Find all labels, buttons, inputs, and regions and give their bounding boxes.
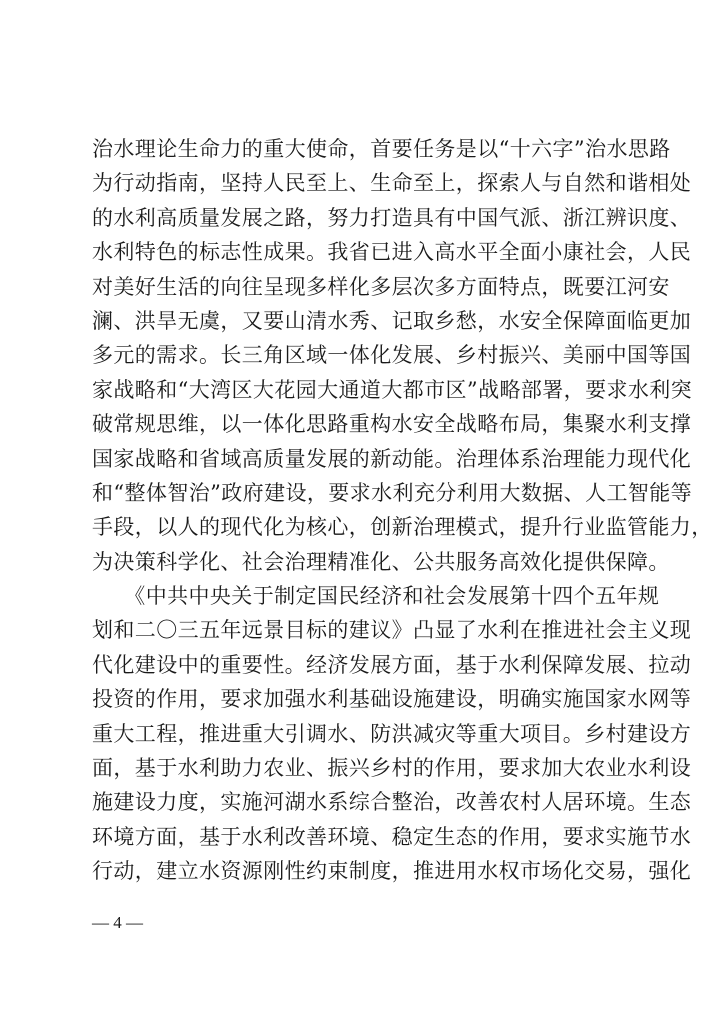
text-line: 施建设力度，实施河湖水系综合整治，改善农村人居环境。生态 [92,790,692,815]
text-line: 投资的作用，要求加强水利基础设施建设，明确实施国家水网等 [92,687,692,712]
text-line: 家战略和“大湾区大花园大通道大都市区”战略部署，要求水利突 [92,377,693,402]
text-line: 代化建设中的重要性。经济发展方面，基于水利保障发展、拉动 [92,652,692,677]
text-line: 手段，以人的现代化为核心，创新治理模式，提升行业监管能力， [92,515,713,540]
text-line: 划和二〇三五年远景目标的建议》凸显了水利在推进社会主义现 [92,618,692,643]
text-line: 破常规思维，以一体化思路重构水安全战略布局，集聚水利支撑 [92,412,692,437]
text-line: 面，基于水利助力农业、振兴乡村的作用，要求加大农业水利设 [92,756,692,781]
paragraph-1 [92,132,713,579]
text-line: 澜、洪旱无虞，又要山清水秀、记取乡愁，水安全保障面临更加 [92,308,692,333]
text-line: 治水理论生命力的重大使命，首要任务是以“十六字”治水思路 [92,137,671,161]
text-line: 水利特色的标志性成果。我省已进入高水平全面小康社会，人民 [92,240,692,265]
page-number: — 4 — [92,913,143,932]
text-line: 重大工程，推进重大引调水、防洪减灾等重大项目。乡村建设方 [92,721,692,746]
text-line: 对美好生活的向往呈现多样化多层次多方面特点，既要江河安 [92,274,670,299]
text-line: 的水利高质量发展之路，努力打造具有中国气派、浙江辨识度、 [92,205,692,230]
text-line: 为行动指南，坚持人民至上、生命至上，探索人与自然和谐相处 [92,171,692,196]
body-text [92,132,713,889]
text-line: 多元的需求。长三角区域一体化发展、乡村振兴、美丽中国等国 [92,343,692,368]
text-line: 行动，建立水资源刚性约束制度，推进用水权市场化交易，强化 [92,859,692,884]
text-line: 《中共中央关于制定国民经济和社会发展第十四个五年规 [92,584,660,609]
text-line: 环境方面，基于水利改善环境、稳定生态的作用，要求实施节水 [92,824,692,849]
text-line: 国家战略和省域高质量发展的新动能。治理体系治理能力现代化 [92,446,692,471]
text-line: 为决策科学化、社会治理精准化、公共服务高效化提供保障。 [92,549,670,574]
paragraph-2 [92,579,692,889]
text-line: 和“整体智治”政府建设，要求水利充分利用大数据、人工智能等 [92,480,693,505]
